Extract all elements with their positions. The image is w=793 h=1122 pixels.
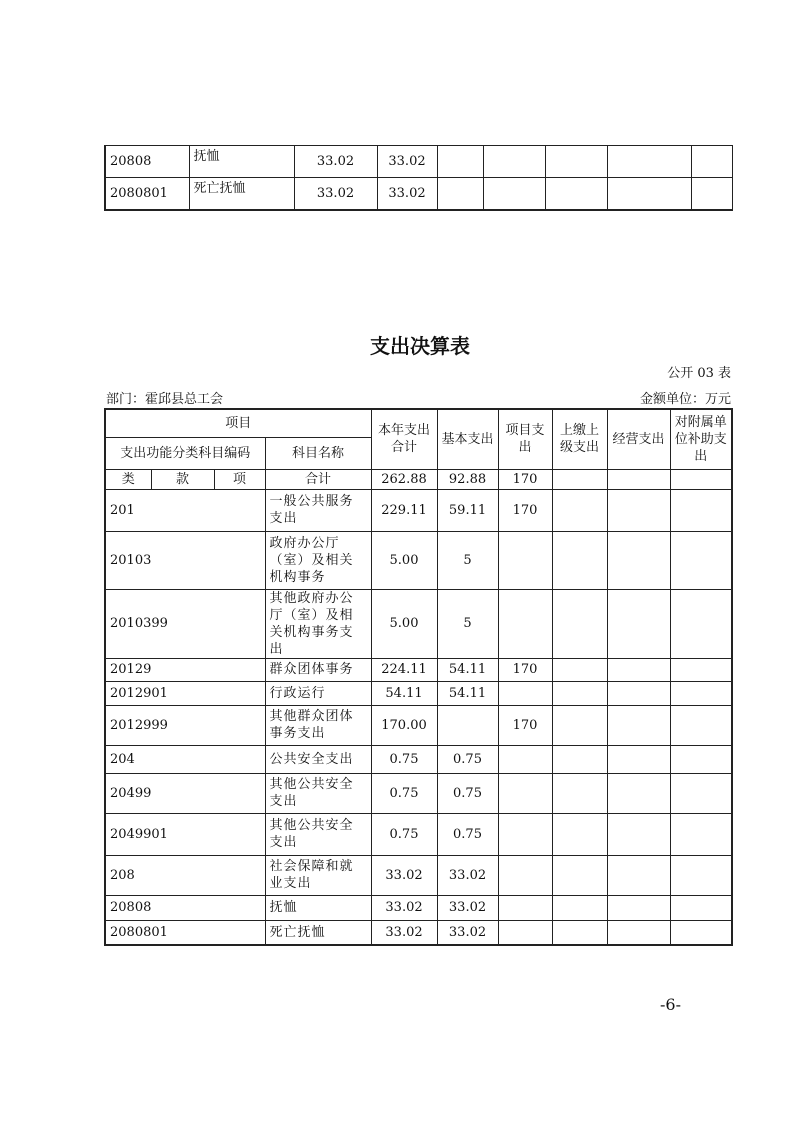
basic-cell: 0.75 [437,813,498,855]
department-label: 部门：霍邱县总工会 [106,392,224,407]
table-row [105,773,732,813]
code-cell: 2012999 [105,705,265,745]
code-cell: 204 [105,745,265,773]
basic-cell: 0.75 [437,773,498,813]
name-cell: 一般公共服务支出 [265,489,371,531]
project-cell [498,531,552,589]
total-cell: 0.75 [371,813,437,855]
table-row [105,589,732,658]
header-basic: 基本支出 [437,409,498,469]
code-cell: 2049901 [105,813,265,855]
project-cell: 170 [498,705,552,745]
total-cell: 5.00 [371,531,437,589]
basic-cell [437,705,498,745]
table-row [105,855,732,895]
total-cell: 54.11 [371,681,437,705]
total-cell: 33.02 [371,855,437,895]
header-kuan: 款 [151,469,214,489]
table-row [105,531,732,589]
total-cell: 33.02 [371,895,437,920]
header-item: 项目 [105,409,371,437]
header-row [105,409,732,437]
name-cell: 行政运行 [265,681,371,705]
table-row [105,681,732,705]
header-subsidy: 对附属单位补助支出 [670,409,732,469]
summary-basic: 92.88 [437,469,498,489]
project-cell [498,681,552,705]
code-cell: 2010399 [105,589,265,658]
header-business: 经营支出 [607,409,670,469]
basic-cell: 33.02 [437,855,498,895]
name-cell: 社会保障和就业支出 [265,855,371,895]
name-cell: 其他公共安全支出 [265,773,371,813]
total-cell: 0.75 [371,745,437,773]
name-cell: 其他政府办公厅（室）及相关机构事务支出 [265,589,371,658]
code-cell: 20499 [105,773,265,813]
unit-label: 金额单位：万元 [639,392,731,407]
name-cell: 死亡抚恤 [189,178,294,210]
code-cell: 20808 [105,146,189,178]
summary-total: 262.88 [371,469,437,489]
table-row [105,895,732,920]
header-project: 项目支出 [498,409,552,469]
header-total: 本年支出合计 [371,409,437,469]
header-xiang: 项 [214,469,265,489]
total-cell: 33.02 [294,178,377,210]
table-row [105,813,732,855]
basic-cell: 0.75 [437,745,498,773]
basic-cell: 5 [437,531,498,589]
table-row [105,489,732,531]
name-cell: 政府办公厅（室）及相关机构事务 [265,531,371,589]
previous-page-table-continuation [104,145,733,211]
code-cell: 20808 [105,895,265,920]
name-cell: 抚恤 [265,895,371,920]
project-cell [498,813,552,855]
page-title: 支出决算表 [370,334,470,358]
project-cell [498,773,552,813]
table-row [105,146,732,178]
table-row [105,745,732,773]
page-number: -6- [660,995,681,1014]
total-cell: 170.00 [371,705,437,745]
basic-cell: 33.02 [377,146,437,178]
summary-row [105,469,732,489]
summary-name: 合计 [265,469,371,489]
code-cell: 2080801 [105,920,265,945]
summary-project: 170 [498,469,552,489]
total-cell: 0.75 [371,773,437,813]
header-lei: 类 [105,469,151,489]
form-number: 公开 03 表 [667,366,731,381]
basic-cell: 33.02 [437,895,498,920]
basic-cell: 59.11 [437,489,498,531]
table-row [105,705,732,745]
basic-cell: 54.11 [437,658,498,681]
expenditure-table [104,408,733,946]
code-cell: 2012901 [105,681,265,705]
project-cell [498,895,552,920]
name-cell: 其他群众团体事务支出 [265,705,371,745]
header-upper: 上缴上级支出 [552,409,607,469]
code-cell: 201 [105,489,265,531]
basic-cell: 54.11 [437,681,498,705]
basic-cell: 5 [437,589,498,658]
table-row [105,920,732,945]
name-cell: 其他公共安全支出 [265,813,371,855]
total-cell: 33.02 [371,920,437,945]
project-cell [498,855,552,895]
total-cell: 229.11 [371,489,437,531]
code-cell: 2080801 [105,178,189,210]
table-row [105,658,732,681]
code-cell: 20129 [105,658,265,681]
code-cell: 208 [105,855,265,895]
table-row [105,178,732,210]
name-cell: 死亡抚恤 [265,920,371,945]
project-cell: 170 [498,658,552,681]
project-cell: 170 [498,489,552,531]
code-cell: 20103 [105,531,265,589]
name-cell: 群众团体事务 [265,658,371,681]
total-cell: 224.11 [371,658,437,681]
header-code: 支出功能分类科目编码 [105,437,265,469]
project-cell [498,920,552,945]
basic-cell: 33.02 [377,178,437,210]
project-cell [498,589,552,658]
header-name: 科目名称 [265,437,371,469]
name-cell: 抚恤 [189,146,294,178]
basic-cell: 33.02 [437,920,498,945]
project-cell [498,745,552,773]
total-cell: 33.02 [294,146,377,178]
total-cell: 5.00 [371,589,437,658]
name-cell: 公共安全支出 [265,745,371,773]
